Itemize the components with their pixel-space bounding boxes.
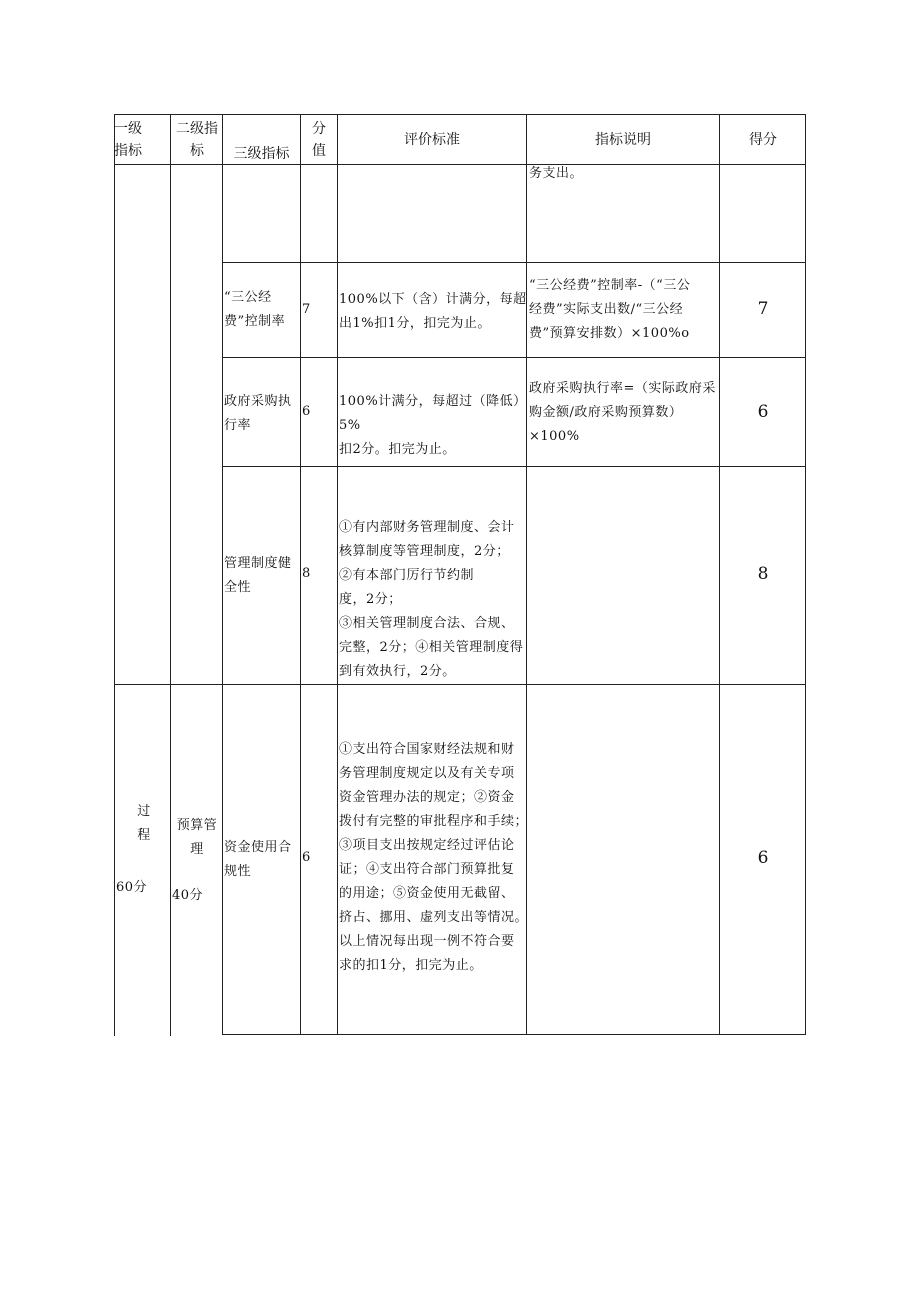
row-score: 6 [757,402,769,422]
col-divider [337,114,338,1035]
row-points: 6 [302,850,311,865]
row-points: 6 [302,404,311,419]
row-note: 政府采购执行率=（实际政府采 购金额/政府采购预算数） ×100% [529,381,716,444]
header-points: 分 值 [312,121,326,159]
row-points: 7 [302,302,311,317]
level2-points: 40分 [172,888,204,903]
row-name: 政府采购执 行率 [224,394,292,433]
border-top [114,114,806,115]
row-name: “三公经 费”控制率 [224,290,286,329]
header-score: 得分 [749,132,777,148]
row-name: 管理制度健 全性 [224,556,292,595]
row-criteria: ①有内部财务管理制度、会计 核算制度等管理制度，2分； ②有本部门厉行节约制 度，2分； ③相关管理制度合法、合规、 完整，2分；④相关管理制度得 到有效执行，2分。 [339,520,524,679]
row-score: 6 [757,848,769,868]
level1-name: 过 程 [137,804,151,843]
header-note: 指标说明 [595,132,651,148]
header-criteria: 评价标准 [404,132,460,148]
row-note: 务支出。 [529,166,584,181]
row-criteria: ①支出符合国家财经法规和财 务管理制度规定以及有关专项 资金管理办法的规定；②资金 拨付有完整的审批程序和手续； ③项目支出按规定经过评估论 证；④支出符合部门预算批复 的用途；⑤资金使用无截留、 挤占、挪用、虚列支出等情况。 以上情况每出现一例不符合要 求的扣1分，扣完为止。 [339,742,529,973]
col-divider [170,114,171,1036]
col-divider [222,114,223,1035]
row-points: 8 [302,566,311,581]
row-score: 8 [757,564,769,584]
header-level3: 三级指标 [233,146,290,162]
row-name: 资金使用合 规性 [224,840,292,879]
row-note: “三公经费”控制率-（“三公 经费”实际支出数/“三公经 费”预算安排数）×100%o [529,278,691,341]
header-level1: 一级 指标 [114,121,142,159]
level1-points: 60分 [116,880,148,895]
header-level2: 二级指 标 [176,121,218,159]
border-left [114,114,115,1036]
row-score: 7 [757,299,769,319]
col-divider [300,114,301,1035]
row-criteria: 100%以下（含）计满分，每超 出1%扣1分，扣完为止。 [339,292,527,331]
row-criteria: 100%计满分，每超过（降低）5% 扣2分。扣完为止。 [339,394,527,457]
row-divider [114,684,806,685]
level2-name: 预算管 理 [176,818,218,857]
